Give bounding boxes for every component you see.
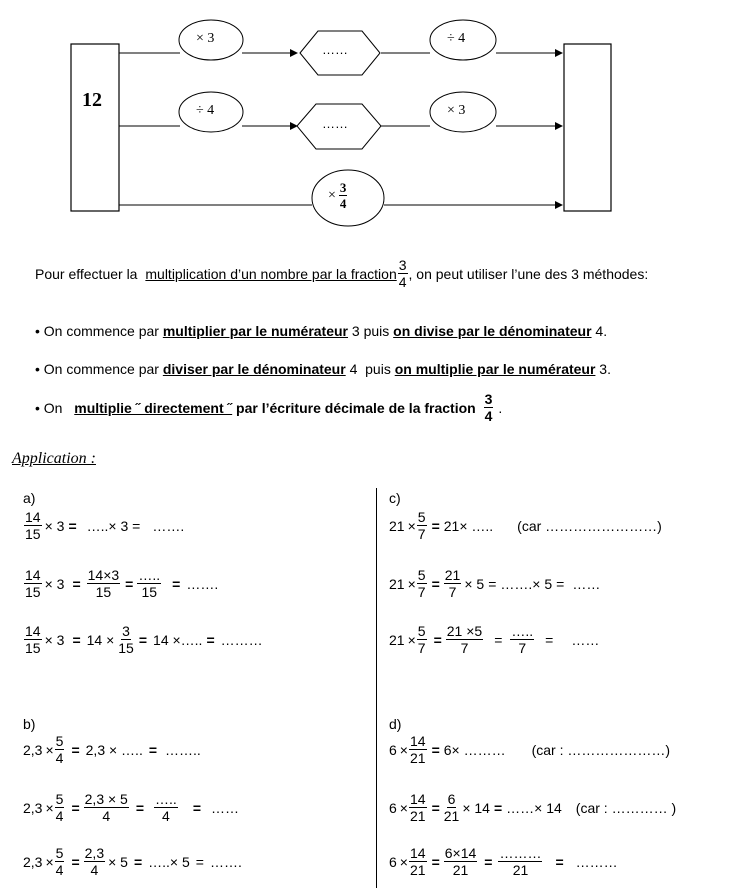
a3-den: 15 — [25, 640, 41, 656]
b-line-3 — [23, 846, 242, 877]
method-2 — [35, 361, 611, 377]
b3-end: ……. — [209, 853, 242, 870]
c2-eq3: = — [556, 575, 565, 592]
c2-eq2: = — [488, 575, 497, 592]
method-1 — [35, 323, 607, 339]
d1-den: 21 — [409, 750, 426, 766]
d3-times: × — [399, 853, 408, 870]
d1-num: 14 — [409, 733, 426, 749]
b3-times: × — [45, 853, 54, 870]
d3-frac-num: 6×14 — [444, 845, 477, 861]
top-mid: …… — [322, 42, 348, 57]
c1-mid: 21× ….. — [443, 517, 494, 534]
c-line-2 — [389, 568, 600, 599]
d3-v: 6 — [389, 853, 397, 870]
a3-frac-den: 15 — [118, 640, 134, 656]
b2-num: 5 — [55, 791, 64, 807]
method-2-e: 3. — [595, 361, 611, 377]
method-3-c: par l’écriture décimale de la fraction — [232, 399, 480, 416]
d-line-1 — [389, 734, 670, 765]
c2-x5: × 5 — [464, 575, 485, 592]
c3-den: 7 — [417, 640, 426, 656]
method-3-a: • On — [35, 399, 71, 416]
c1-times: × — [407, 517, 416, 534]
method-1-e: 4. — [591, 323, 608, 339]
right-column — [389, 490, 734, 890]
c1-num: 5 — [417, 509, 426, 525]
mid-mid: …… — [322, 116, 348, 131]
c-line-1 — [389, 510, 662, 541]
b2-eq2: = — [135, 799, 145, 816]
intro-text-b: , on peut utiliser l’une des 3 méthodes: — [408, 265, 649, 282]
method-3-den: 4 — [484, 408, 493, 424]
top-op2: ÷ 4 — [447, 31, 466, 46]
c3-v: 21 — [389, 631, 405, 648]
method-2-d: on multiplie par le numérateur — [394, 361, 596, 377]
a3-num: 14 — [25, 623, 41, 639]
c2-end: …… — [572, 575, 601, 592]
method-3-e: . — [498, 399, 503, 416]
b3-eq2: = — [133, 853, 143, 870]
b1-mid: 2,3 × ….. — [85, 741, 143, 758]
d2-car: (car : ………… ) — [575, 799, 677, 816]
mid-op2: × 3 — [447, 103, 466, 118]
d-line-3 — [389, 846, 618, 877]
b2-end: …… — [211, 799, 239, 816]
c2-den: 7 — [417, 584, 426, 600]
c2-v: 21 — [389, 575, 405, 592]
a3-x3: × 3 — [44, 631, 65, 648]
b2-dots: ….. — [155, 791, 177, 807]
a2-x3: × 3 — [44, 575, 65, 592]
a2-dots-den: 15 — [141, 584, 158, 600]
intro-text-a: Pour effectuer la — [35, 265, 142, 282]
d2-x14: × 14 — [462, 799, 490, 816]
c1-car: (car ……………………) — [517, 517, 662, 534]
d1-times: × — [399, 741, 408, 758]
application-title: Application : — [12, 450, 96, 467]
d2-den: 21 — [409, 808, 426, 824]
bottom-op-num: 3 — [339, 180, 347, 195]
a3-14x: 14 × — [86, 631, 115, 648]
c3-dots: ….. — [511, 623, 534, 639]
c3-frac-num: 21 ×5 — [446, 623, 483, 639]
method-1-b: multiplier par le numérateur — [162, 323, 349, 339]
d2-mid: ……× 14 — [506, 799, 562, 816]
b3-x5: × 5 — [108, 853, 128, 870]
b2-dots-den: 4 — [162, 808, 170, 824]
d3-den: 21 — [409, 862, 426, 878]
a2-num: 14 — [25, 567, 41, 583]
section-d-label: d) — [389, 716, 402, 732]
a1-den: 15 — [25, 526, 41, 542]
c3-dots-den: 7 — [518, 640, 527, 656]
d1-car: (car : …………………) — [531, 741, 671, 758]
a-line-2 — [23, 568, 218, 599]
method-2-c: 4 puis — [345, 361, 395, 377]
b3-mid: …..× 5 — [148, 853, 190, 870]
c1-eq: = — [431, 517, 440, 534]
d3-end: ……… — [575, 853, 618, 870]
b1-num: 5 — [55, 733, 64, 749]
d3-num: 14 — [409, 845, 426, 861]
intro-sentence — [35, 258, 648, 289]
b3-v: 2,3 — [23, 853, 43, 870]
bottom-op — [328, 181, 348, 210]
a3-eq2: = — [138, 631, 148, 648]
b3-frac-num: 2,3 — [84, 845, 105, 861]
b1-v: 2,3 — [23, 741, 43, 758]
b1-eq1: = — [71, 741, 80, 758]
d2-num: 14 — [409, 791, 426, 807]
d3-dots-den: 21 — [512, 862, 529, 878]
intro-frac-den: 4 — [398, 274, 407, 290]
a1-num: 14 — [25, 509, 41, 525]
c3-eq3: = — [545, 631, 554, 648]
d3-eq3: = — [555, 853, 564, 870]
b1-times: × — [45, 741, 54, 758]
a3-eq1: = — [72, 631, 81, 648]
operations-diagram — [0, 0, 741, 230]
bottom-op-prefix: × — [328, 187, 336, 203]
a-line-1 — [23, 510, 184, 541]
a2-eq1: = — [72, 575, 81, 592]
b1-eq2: = — [148, 741, 158, 758]
a2-eq3: = — [172, 575, 181, 592]
a3-end: ……… — [220, 631, 263, 648]
c3-eq2: = — [494, 631, 503, 648]
a1-rest: …..× 3 = — [86, 517, 141, 534]
a2-end: ……. — [186, 575, 219, 592]
d3-eq2: = — [484, 853, 493, 870]
c3-frac-den: 7 — [460, 640, 469, 656]
a2-dots: ….. — [138, 567, 161, 583]
intro-frac-num: 3 — [398, 257, 407, 273]
d3-dots: ……… — [499, 845, 542, 861]
b3-eq1: = — [71, 853, 80, 870]
c2-times: × — [407, 575, 416, 592]
b2-den: 4 — [55, 808, 64, 824]
b2-frac-den: 4 — [102, 808, 111, 824]
a1-x3: × 3 — [44, 517, 65, 534]
a-line-3 — [23, 624, 263, 655]
d2-frac-num: 6 — [447, 791, 456, 807]
c3-eq1: = — [433, 631, 442, 648]
c2-eq1: = — [431, 575, 440, 592]
method-3 — [35, 392, 502, 423]
c1-den: 7 — [417, 526, 426, 542]
d3-frac-den: 21 — [452, 862, 469, 878]
b2-frac-num: 2,3 × 5 — [84, 791, 128, 807]
c3-num: 5 — [417, 623, 426, 639]
b2-times: × — [45, 799, 54, 816]
c2-num: 5 — [417, 567, 426, 583]
d1-eq: = — [431, 741, 440, 758]
bottom-op-den: 4 — [339, 196, 347, 211]
b3-frac-den: 4 — [90, 862, 99, 878]
a2-eq2: = — [125, 575, 134, 592]
b-line-1 — [23, 734, 201, 765]
d2-eq2: = — [493, 799, 503, 816]
b2-eq1: = — [71, 799, 80, 816]
column-divider — [376, 488, 377, 888]
method-3-num: 3 — [484, 391, 493, 407]
d2-frac-den: 21 — [443, 808, 460, 824]
d2-times: × — [399, 799, 408, 816]
d2-eq1: = — [431, 799, 440, 816]
left-column — [23, 490, 368, 890]
c2-frac-den: 7 — [448, 584, 457, 600]
d1-v: 6 — [389, 741, 397, 758]
d1-mid: 6× ……… — [443, 741, 506, 758]
result-box — [564, 44, 611, 211]
section-c-label: c) — [389, 490, 401, 506]
method-1-a: • On commence par — [35, 323, 163, 339]
b3-eq3: = — [195, 853, 204, 870]
d-line-2 — [389, 792, 676, 823]
method-2-a: • On commence par — [35, 361, 163, 377]
c2-mid: …….× 5 — [500, 575, 553, 592]
c2-frac-num: 21 — [444, 567, 461, 583]
b3-den: 4 — [55, 862, 64, 878]
method-1-d: on divise par le dénominateur — [393, 323, 592, 339]
section-b-label: b) — [23, 716, 36, 732]
method-1-c: 3 puis — [348, 323, 394, 339]
mid-op1: ÷ 4 — [196, 103, 215, 118]
a1-end: ……. — [152, 517, 185, 534]
method-2-b: diviser par le dénominateur — [162, 361, 346, 377]
b3-num: 5 — [55, 845, 64, 861]
intro-text-underlined: multiplication d’un nombre par la fraction — [145, 265, 397, 282]
a3-frac-num: 3 — [122, 623, 130, 639]
start-value: 12 — [82, 89, 102, 111]
c1-v: 21 — [389, 517, 405, 534]
section-a-label: a) — [23, 490, 36, 506]
d2-v: 6 — [389, 799, 397, 816]
b2-v: 2,3 — [23, 799, 43, 816]
a2-frac-den: 15 — [95, 584, 112, 600]
a3-mid: 14 ×….. — [153, 631, 203, 648]
b2-eq3: = — [192, 799, 201, 816]
a2-den: 15 — [25, 584, 41, 600]
b-line-2 — [23, 792, 239, 823]
a2-frac-num: 14×3 — [87, 567, 120, 583]
c3-end: …… — [571, 631, 600, 648]
b1-end: …….. — [165, 741, 201, 758]
d3-eq1: = — [431, 853, 440, 870]
c-line-3 — [389, 624, 599, 655]
c3-times: × — [407, 631, 416, 648]
method-3-b: multiplie ˝ directement ˝ — [74, 399, 233, 416]
top-op1: × 3 — [196, 31, 215, 46]
a1-eq: = — [68, 517, 77, 534]
start-box — [71, 44, 119, 211]
b1-den: 4 — [55, 750, 64, 766]
a3-eq3: = — [206, 631, 215, 648]
